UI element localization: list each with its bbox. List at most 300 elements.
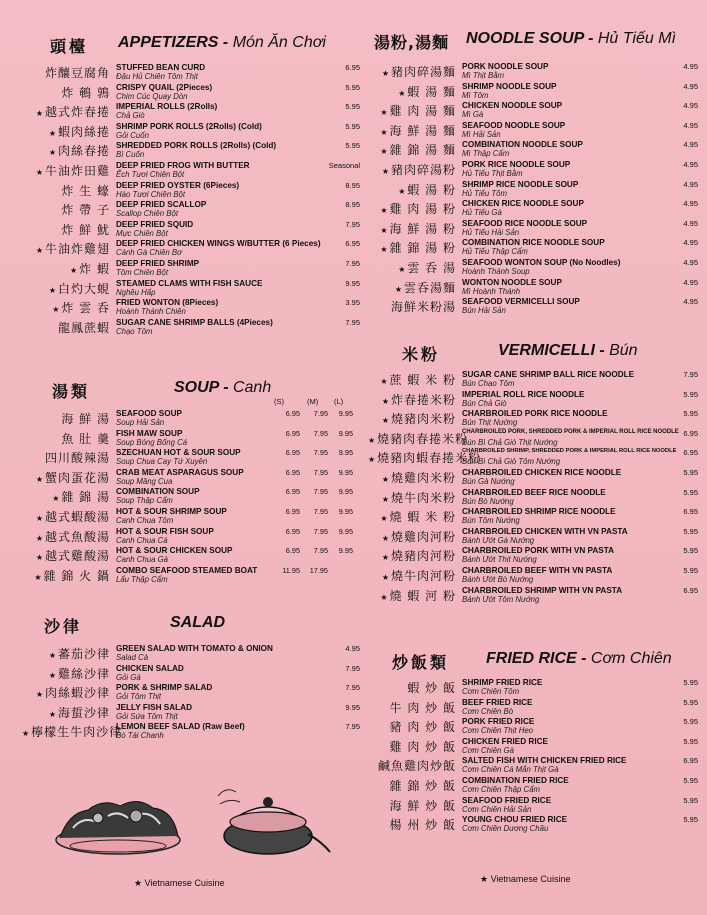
item-vietnamese-name: Nghêu Hấp xyxy=(116,287,156,297)
item-chinese-text: 炸 鵪 鶉 xyxy=(61,85,110,100)
item-price: 4.95 xyxy=(683,218,698,228)
item-chinese-text: 蝦 湯 粉 xyxy=(407,182,456,197)
item-chinese-name xyxy=(368,757,456,774)
item-chinese-name xyxy=(368,122,456,139)
salad-zh-title: 沙律 xyxy=(44,617,83,636)
menu-item xyxy=(22,141,360,161)
item-vietnamese-name: Bún Gà Nướng xyxy=(462,476,515,486)
item-english-name: STEAMED CLAMS WITH FISH SAUCE xyxy=(116,278,263,288)
item-vietnamese-name: Bún Chạo Tôm xyxy=(462,379,515,388)
salad-header xyxy=(22,614,360,638)
menu-item xyxy=(22,83,360,103)
item-vietnamese-name: Cơm Chiên Gà xyxy=(462,745,514,755)
menu-item xyxy=(368,101,698,121)
menu-item xyxy=(368,121,698,141)
item-price: 11.95 xyxy=(282,565,300,575)
item-vietnamese-name: Ếch Tươi Chiên Bột xyxy=(116,169,185,179)
menu-item xyxy=(22,181,360,201)
menu-item xyxy=(368,82,698,102)
menu-item xyxy=(22,722,360,742)
item-price: 7.95 xyxy=(345,683,360,693)
item-price: 4.95 xyxy=(683,238,698,248)
item-english-name: SHRIMP RICE NOODLE SOUP xyxy=(462,179,579,189)
item-english-name: SHREDDED PORK ROLLS (2Rolls) (Cold) xyxy=(116,141,277,151)
item-price: 5.95 xyxy=(345,102,360,112)
item-chinese-text: 海 鮮 炒 飯 xyxy=(389,798,456,813)
item-price: 7.95 xyxy=(345,663,360,673)
item-chinese-name xyxy=(22,449,110,466)
item-chinese-name xyxy=(22,723,123,740)
appetizers-list xyxy=(22,63,360,337)
item-english-name: CHICKEN RICE NOODLE SOUP xyxy=(462,199,584,209)
item-chinese-text: 雲呑湯麵 xyxy=(403,280,456,295)
menu-item xyxy=(368,62,698,82)
item-vietnamese-name: Bún Chả Giò xyxy=(462,398,507,408)
item-vietnamese-name: Mì Hải Sản xyxy=(462,129,501,139)
item-vietnamese-name: Hủ Tiếu Thịt Bằm xyxy=(462,168,523,178)
item-english-name: CHARBROILED PORK RICE NOODLE xyxy=(462,409,608,419)
item-chinese-name xyxy=(368,547,456,564)
item-english-name: SUGAR CANE SHRIMP BALLS (4Pieces) xyxy=(116,317,273,327)
item-vietnamese-name: Mì Thập Cẩm xyxy=(462,149,510,159)
menu-item xyxy=(368,678,698,698)
salad-bowl-illustration xyxy=(48,788,188,860)
footer-left-note: ★ Vietnamese Cuisine xyxy=(134,878,225,888)
item-chinese-name xyxy=(22,410,110,427)
item-english-name: SZECHUAN HOT & SOUR SOUP xyxy=(116,448,241,458)
item-chinese-name xyxy=(368,239,456,256)
star-icon: ★ xyxy=(381,69,389,78)
item-chinese-text: 蝦 炒 飯 xyxy=(407,681,456,695)
item-chinese-text: 豬 肉 炒 飯 xyxy=(389,720,456,735)
star-icon: ★ xyxy=(380,225,388,235)
appetizers-zh-title: 頭檯 xyxy=(50,37,89,56)
item-vietnamese-name: Gỏi Cuốn xyxy=(116,130,149,140)
item-price: 3.95 xyxy=(345,298,360,308)
item-chinese-text: 雜 錦 湯 粉 xyxy=(389,241,456,256)
star-icon: ★ xyxy=(381,416,389,426)
item-price: 6.95 xyxy=(683,507,698,517)
menu-item xyxy=(368,468,698,488)
item-chinese-name xyxy=(22,319,110,336)
item-chinese-text: 燒 蝦 米 粉 xyxy=(389,510,456,525)
item-chinese-name xyxy=(368,469,456,486)
item-vietnamese-name: Hào Tươi Chiên Bột xyxy=(116,189,186,199)
item-vietnamese-name: Soup Thập Cẩm xyxy=(116,496,173,506)
item-price: 4.95 xyxy=(683,140,698,150)
menu-item xyxy=(368,776,698,796)
star-icon: ★ xyxy=(368,435,376,445)
item-english-name: SHRIMP PORK ROLLS (2Rolls) (Cold) xyxy=(116,121,262,131)
star-icon: ★ xyxy=(48,148,56,158)
item-price: 5.95 xyxy=(683,467,698,477)
menu-item xyxy=(368,180,698,200)
star-icon: ★ xyxy=(34,572,42,582)
item-english-name: COMBINATION FRIED RICE xyxy=(462,775,569,785)
item-english-name: DEEP FRIED SCALLOP xyxy=(116,200,207,210)
item-chinese-text: 蟹肉蛋花湯 xyxy=(44,470,110,485)
item-price: 4.95 xyxy=(683,199,698,209)
item-vietnamese-name: Salad Cà xyxy=(116,653,149,662)
item-english-name: PORK FRIED RICE xyxy=(462,717,535,727)
item-english-name: PORK RICE NOODLE SOUP xyxy=(462,159,571,169)
menu-item xyxy=(22,102,360,122)
item-vietnamese-name: Mì Hoành Thánh xyxy=(462,286,521,296)
item-price: Seasonal xyxy=(328,160,360,170)
item-vietnamese-name: Mì Gà xyxy=(462,110,484,120)
item-chinese-name xyxy=(22,508,110,525)
item-vietnamese-name: Hoành Thánh Chiên xyxy=(116,307,186,317)
item-chinese-name xyxy=(368,220,456,237)
item-chinese-name xyxy=(22,260,110,277)
item-english-name: SHRIMP FRIED RICE xyxy=(462,678,543,687)
item-english-name: COMBINATION SOUP xyxy=(116,487,200,497)
menu-item xyxy=(368,566,698,586)
star-icon: ★ xyxy=(381,396,389,406)
item-english-name: CHARBROILED CHICKEN WITH VN PASTA xyxy=(462,526,628,536)
item-price: 7.95 xyxy=(313,526,328,536)
item-chinese-text: 雞 肉 湯 粉 xyxy=(389,202,456,217)
item-english-name: HOT & SOUR SHRIMP SOUP xyxy=(116,506,227,516)
item-english-name: CHICKEN NOODLE SOUP xyxy=(462,101,563,111)
item-english-name: PORK & SHRIMP SALAD xyxy=(116,683,213,693)
menu-item xyxy=(368,737,698,757)
item-vietnamese-name: Gỏi Gà xyxy=(116,672,141,682)
soup-title: SOUP - Canh xyxy=(174,379,272,396)
item-english-name: FRIED WONTON (8Pieces) xyxy=(116,298,219,308)
item-vietnamese-name: Hủ Tiếu Hải Sản xyxy=(462,227,520,237)
item-english-name: CRISPY QUAIL (2Pieces) xyxy=(116,82,213,92)
item-chinese-name xyxy=(22,430,110,447)
item-vietnamese-name: Hoành Thánh Soup xyxy=(462,266,530,276)
item-vietnamese-name: Bún Tôm Nướng xyxy=(462,516,520,526)
item-price: 5.95 xyxy=(683,526,698,536)
item-english-name: SEAFOOD WONTON SOUP (No Noodles) xyxy=(462,257,621,267)
item-vietnamese-name: Soup Chua Cay Tứ Xuyên xyxy=(116,457,208,467)
item-price: 4.95 xyxy=(345,644,360,653)
item-price: 4.95 xyxy=(683,101,698,111)
menu-item xyxy=(368,409,698,429)
item-vietnamese-name: Cơm Chiên Thập Cẩm xyxy=(462,784,540,794)
item-chinese-text: 海鮮米粉湯 xyxy=(390,300,456,315)
item-chinese-text: 炸 鮮 魷 xyxy=(61,222,110,237)
item-vietnamese-name: Bún Bì Chả Giò Tôm Nướng xyxy=(462,457,561,467)
item-english-name: STUFFED BEAN CURD xyxy=(116,63,206,72)
item-english-name: DEEP FRIED SHRIMP xyxy=(116,258,200,268)
item-english-name: COMBINATION RICE NOODLE SOUP xyxy=(462,238,605,248)
item-vietnamese-name: Cơm Chiên Thịt Heo xyxy=(462,726,534,736)
menu-item xyxy=(22,239,360,259)
item-english-name: SALTED FISH WITH CHICKEN FRIED RICE xyxy=(462,756,627,766)
item-vietnamese-name: Bún Bò Nướng xyxy=(462,496,514,506)
item-chinese-text: 肉絲蝦沙律 xyxy=(44,686,110,701)
item-english-name: SEAFOOD FRIED RICE xyxy=(462,795,552,805)
item-vietnamese-name: Chim Cúc Quay Dòn xyxy=(116,91,188,101)
noodle-list xyxy=(368,62,698,317)
item-chinese-text: 海 鮮 湯 粉 xyxy=(389,221,456,236)
item-price: 5.95 xyxy=(683,565,698,575)
item-vietnamese-name: Soup Bóng Bống Cá xyxy=(116,437,188,447)
item-english-name: SEAFOOD SOUP xyxy=(116,409,182,418)
item-price: 4.95 xyxy=(683,159,698,169)
item-price: 5.95 xyxy=(683,736,698,746)
menu-item xyxy=(22,527,360,547)
menu-item xyxy=(22,429,360,449)
star-icon: ★ xyxy=(398,264,406,274)
menu-item xyxy=(368,390,698,410)
item-price: 4.95 xyxy=(683,120,698,130)
item-vietnamese-name: Canh Chua Gà xyxy=(116,555,169,565)
item-chinese-text: 雜 錦 炒 飯 xyxy=(389,778,456,793)
item-vietnamese-name: Hủ Tiếu Gà xyxy=(462,208,502,218)
item-vietnamese-name: Bún Thịt Nướng xyxy=(462,418,518,428)
menu-item xyxy=(368,219,698,239)
vermicelli-header xyxy=(368,342,698,366)
item-vietnamese-name: Tôm Chiên Bột xyxy=(116,267,169,277)
item-chinese-text: 白灼大蜆 xyxy=(57,281,110,296)
item-english-name: DEEP FRIED FROG WITH BUTTER xyxy=(116,160,250,170)
item-price: 9.95 xyxy=(345,278,360,288)
star-icon: ★ xyxy=(381,494,389,504)
star-icon: ★ xyxy=(22,729,30,739)
item-price: 6.95 xyxy=(345,239,360,249)
item-chinese-text: 燒雞肉米粉 xyxy=(390,470,456,485)
item-chinese-name xyxy=(368,679,456,696)
star-icon: ★ xyxy=(35,533,43,543)
item-chinese-text: 越式魚酸湯 xyxy=(44,529,110,544)
menu-item xyxy=(22,200,360,220)
item-price: 7.95 xyxy=(345,317,360,327)
item-chinese-text: 豬肉碎湯麵 xyxy=(390,65,456,79)
item-chinese-text: 蝦肉絲捲 xyxy=(57,124,110,139)
item-chinese-text: 越式雞酸湯 xyxy=(44,549,110,564)
menu-item xyxy=(22,259,360,279)
item-chinese-text: 海蜇沙律 xyxy=(57,705,110,720)
steamed-pot-illustration xyxy=(212,772,336,860)
menu-item xyxy=(22,161,360,181)
item-english-name: CHARBROILED BEEF RICE NOODLE xyxy=(462,487,606,497)
item-price: 4.95 xyxy=(683,179,698,189)
item-chinese-text: 檸檬生牛肉沙律 xyxy=(31,725,123,740)
item-english-name: HOT & SOUR FISH SOUP xyxy=(116,526,214,536)
item-vietnamese-name: Bánh Ướt Thịt Nướng xyxy=(462,555,537,565)
star-icon: ★ xyxy=(398,88,406,98)
noodle-header xyxy=(368,30,698,54)
star-icon: ★ xyxy=(381,474,389,484)
menu-item xyxy=(22,318,360,338)
menu-item xyxy=(368,140,698,160)
item-english-name: CHARBROILED PORK, SHREDDED PORK & IMPERIAL ROLL RICE NOODLE xyxy=(462,428,679,435)
menu-item xyxy=(368,546,698,566)
item-english-name: CHARBROILED CHICKEN RICE NOODLE xyxy=(462,467,622,477)
item-chinese-text: 越式蝦酸湯 xyxy=(44,509,110,524)
menu-item xyxy=(22,468,360,488)
menu-item xyxy=(368,488,698,508)
item-chinese-name xyxy=(22,299,110,316)
item-chinese-text: 燒牛肉河粉 xyxy=(390,568,456,583)
star-icon: ★ xyxy=(380,514,388,524)
item-chinese-text: 燒 蝦 河 粉 xyxy=(389,588,456,603)
item-chinese-name xyxy=(368,83,456,100)
menu-item xyxy=(22,664,360,684)
star-icon: ★ xyxy=(380,377,388,386)
item-price: 9.95 xyxy=(338,448,353,458)
star-icon: ★ xyxy=(35,690,43,700)
salad-title: SALAD xyxy=(170,614,226,631)
item-vietnamese-name: Soup Măng Cua xyxy=(116,476,173,486)
item-vietnamese-name: Chả Giò xyxy=(116,111,145,121)
menu-item xyxy=(368,698,698,718)
item-chinese-text: 炸 帶 子 xyxy=(61,203,110,218)
item-chinese-name xyxy=(368,410,456,427)
item-chinese-name xyxy=(22,142,110,159)
appetizers-title: APPETIZERS - Món Ăn Chơi xyxy=(118,34,326,51)
item-price: 5.95 xyxy=(345,141,360,151)
item-chinese-text: 蝦 湯 麵 xyxy=(407,84,456,99)
item-price: 4.95 xyxy=(683,62,698,71)
item-price: 6.95 xyxy=(285,487,300,497)
star-icon: ★ xyxy=(48,128,56,138)
item-price: 5.95 xyxy=(683,697,698,707)
item-price: 5.95 xyxy=(345,121,360,131)
item-chinese-text: 魚 肚 羹 xyxy=(61,431,110,446)
item-price: 5.95 xyxy=(683,815,698,825)
item-price: 5.95 xyxy=(683,795,698,805)
menu-item xyxy=(368,160,698,180)
item-chinese-name xyxy=(22,547,110,564)
soup-list xyxy=(22,409,360,585)
vermicelli-title: VERMICELLI - Bún xyxy=(498,342,638,359)
item-chinese-text: 燒豬肉蝦春捲米粉 xyxy=(377,451,482,466)
item-english-name: CHARBROILED PORK WITH VN PASTA xyxy=(462,546,615,556)
item-english-name: BEEF FRIED RICE xyxy=(462,697,533,707)
item-price: 5.95 xyxy=(683,546,698,556)
menu-item xyxy=(22,644,360,664)
item-chinese-text: 海 鮮 湯 麵 xyxy=(389,123,456,138)
item-chinese-text: 楊 州 炒 飯 xyxy=(389,818,456,833)
item-vietnamese-name: Bún Bì Chả Giò Thịt Nướng xyxy=(462,437,558,447)
item-chinese-name xyxy=(22,665,110,682)
soup-zh-title: 湯類 xyxy=(52,382,91,401)
item-chinese-name xyxy=(368,489,456,506)
item-english-name: SEAFOOD NOODLE SOUP xyxy=(462,120,566,130)
menu-item xyxy=(368,815,698,835)
item-price: 5.95 xyxy=(683,678,698,687)
item-chinese-name xyxy=(22,103,110,120)
vermicelli-zh-title: 米粉 xyxy=(402,345,441,364)
soup-size-l: (L) xyxy=(334,397,344,406)
item-chinese-text: 燒豬肉河粉 xyxy=(390,549,456,564)
item-english-name: SEAFOOD RICE NOODLE SOUP xyxy=(462,218,588,228)
item-chinese-text: 鹹魚雞肉炒飯 xyxy=(377,759,456,774)
noodle-title: NOODLE SOUP - Hủ Tiếu Mì xyxy=(466,30,676,47)
item-price: 4.95 xyxy=(683,297,698,307)
item-vietnamese-name: Bánh Ướt Tôm Nướng xyxy=(462,594,540,604)
item-vietnamese-name: Bò Tái Chanh xyxy=(116,731,164,741)
item-chinese-name xyxy=(22,240,110,257)
item-chinese-name xyxy=(22,280,110,297)
item-vietnamese-name: Hủ Tiếu Thập Cẩm xyxy=(462,247,528,257)
item-chinese-name xyxy=(22,704,110,721)
star-icon: ★ xyxy=(35,553,43,563)
item-english-name: FISH MAW SOUP xyxy=(116,428,183,438)
item-vietnamese-name: Gỏi Sứa Tôm Thịt xyxy=(116,711,178,721)
item-vietnamese-name: Soup Hải Sản xyxy=(116,418,165,427)
star-icon: ★ xyxy=(381,166,389,176)
item-chinese-name xyxy=(368,298,456,315)
star-icon: ★ xyxy=(70,265,78,275)
item-vietnamese-name: Mì Tôm xyxy=(462,90,489,100)
item-chinese-name xyxy=(368,528,456,545)
item-price: 6.95 xyxy=(345,63,360,72)
item-chinese-text: 炸 生 蠔 xyxy=(61,183,110,198)
item-price: 6.95 xyxy=(683,756,698,766)
star-icon: ★ xyxy=(35,109,43,119)
item-chinese-name xyxy=(22,567,110,584)
item-chinese-text: 炸釀豆腐角 xyxy=(44,66,110,80)
menu-item xyxy=(22,487,360,507)
item-chinese-name xyxy=(368,718,456,735)
item-english-name: IMPERIAL ROLLS (2Rolls) xyxy=(116,102,218,112)
item-price: 9.95 xyxy=(338,409,353,418)
item-chinese-name xyxy=(368,161,456,178)
item-vietnamese-name: Cơm Chiên Cá Mắn Thịt Gà xyxy=(462,765,559,775)
item-english-name: LEMON BEEF SALAD (Raw Beef) xyxy=(116,722,245,732)
item-chinese-text: 牛 肉 炒 飯 xyxy=(389,700,456,715)
item-english-name: COMBO SEAFOOD STEAMED BOAT xyxy=(116,565,258,575)
menu-item xyxy=(368,527,698,547)
item-price: 7.95 xyxy=(313,467,328,477)
item-price: 5.95 xyxy=(683,409,698,419)
item-price: 7.95 xyxy=(345,722,360,732)
item-vietnamese-name: Bún Hải Sản xyxy=(462,306,506,316)
item-english-name: CHARBROILED SHRIMP, SHREDDED PORK & IMPERIAL ROLL RICE NOODLE xyxy=(462,448,677,455)
menu-item xyxy=(22,409,360,429)
item-chinese-text: 雜 錦 湯 xyxy=(61,490,110,505)
item-price: 9.95 xyxy=(345,702,360,712)
item-chinese-name xyxy=(22,645,110,662)
friedrice-header xyxy=(368,650,698,674)
item-chinese-name xyxy=(368,181,456,198)
item-price: 6.95 xyxy=(285,467,300,477)
item-chinese-text: 燒牛肉米粉 xyxy=(390,490,456,505)
item-chinese-name xyxy=(368,141,456,158)
item-english-name: WONTON NOODLE SOUP xyxy=(462,277,562,287)
item-english-name: HOT & SOUR CHICKEN SOUP xyxy=(116,546,233,556)
star-icon: ★ xyxy=(380,127,388,137)
star-icon: ★ xyxy=(35,474,43,484)
item-vietnamese-name: Canh Chua Cá xyxy=(116,535,168,545)
menu-item xyxy=(22,703,360,723)
item-chinese-text: 燒雞肉河粉 xyxy=(390,529,456,544)
item-price: 9.95 xyxy=(338,526,353,536)
item-vietnamese-name: Cơm Chiên Hải Sản xyxy=(462,804,532,814)
star-icon: ★ xyxy=(35,246,43,256)
menu-item xyxy=(368,370,698,390)
item-chinese-name xyxy=(368,200,456,217)
item-chinese-text: 炸 蝦 xyxy=(79,261,110,276)
menu-item xyxy=(22,507,360,527)
footer-right-note: ★ Vietnamese Cuisine xyxy=(480,874,571,884)
item-price: 6.95 xyxy=(285,506,300,516)
item-english-name: CHICKEN SALAD xyxy=(116,663,184,673)
item-chinese-text: 炸 雲 呑 xyxy=(61,301,110,316)
item-english-name: CHICKEN FRIED RICE xyxy=(462,736,548,746)
item-price: 7.95 xyxy=(313,428,328,438)
item-vietnamese-name: Cánh Gà Chiên Bơ xyxy=(116,248,182,258)
item-chinese-name xyxy=(22,528,110,545)
item-chinese-name xyxy=(22,488,110,505)
